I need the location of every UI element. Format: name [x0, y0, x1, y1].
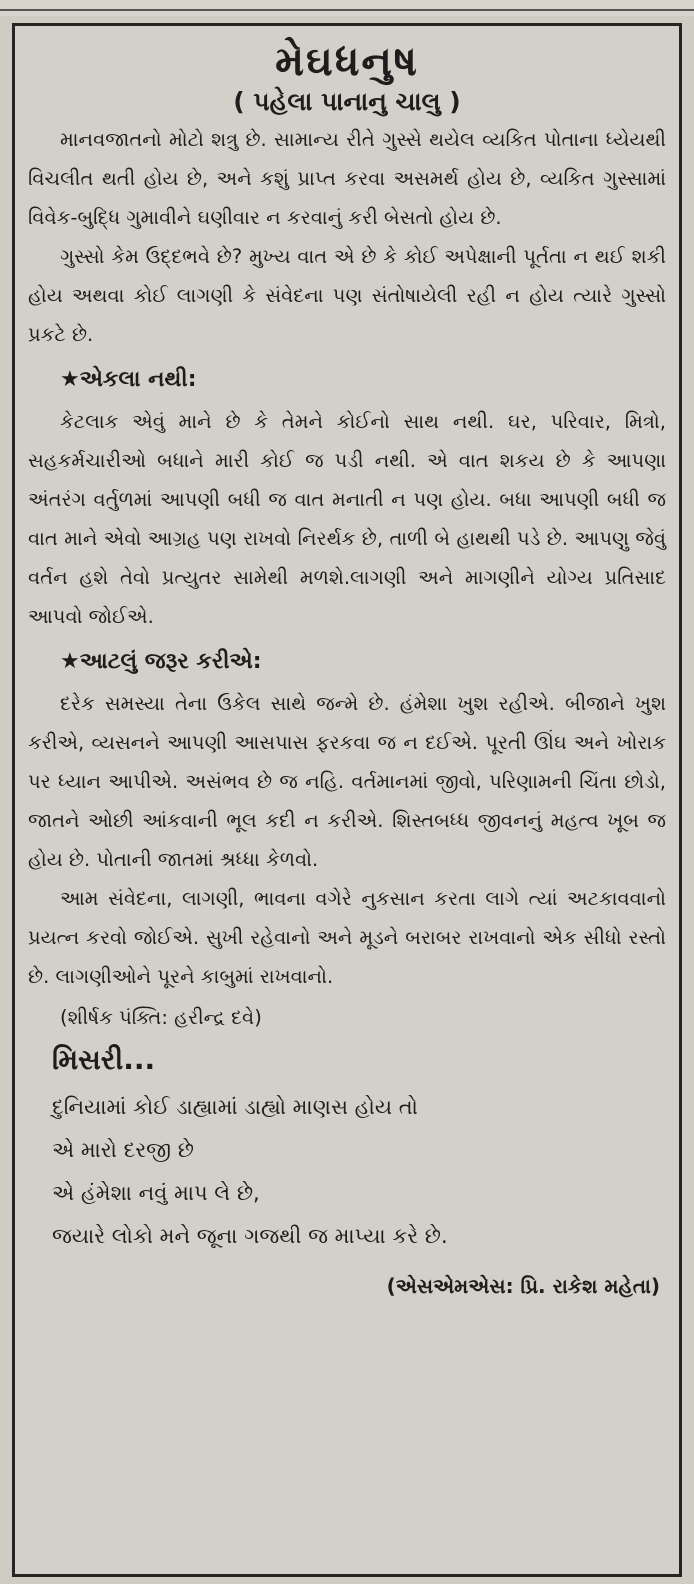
- intro-paragraph: માનવજાતનો મોટો શત્રુ છે. સામાન્ય રીતે ગુસ્સે થયેલ વ્યકિત પોતાના ધ્યેયથી વિચલીત થતી હોય છે, અને કશું પ્રાપ્ત કરવા અસમર્થ હોય છે, વ્યકિત ગુસ્સામાં વિવેક-બુદ્ધિ ગુમાવીને ઘણીવાર ન કરવાનું કરી બેસતો હોય છે.: [28, 128, 666, 229]
- misri-heading: મિસરી...: [52, 1043, 156, 1076]
- must-do-paragraph: દરેક સમસ્યા તેના ઉકેલ સાથે જન્મે છે. હંમેશા ખુશ રહીએ. બીજાને ખુશ કરીએ, વ્યસનને આપણી આસપાસ ફરકવા જ ન દઈએ. પૂરતી ઊંઘ અને ખોરાક પર ધ્યાન આપીએ. અસંભવ છે જ નહિ. વર્તમાનમાં જીવો, પરિણામની ચિંતા છોડો, જાતને ઓછી આંકવાની ભૂલ કદી ન કરીએ. શિસ્તબધ્ધ જીવનનું મહત્વ ખૂબ જ હોય છે. પોતાની જાતમાં શ્રધ્ધા કેળવો.: [28, 692, 666, 871]
- misri-line: દુનિયામાં કોઈ ડાહ્યામાં ડાહ્યો માણસ હોય તો: [52, 1095, 418, 1119]
- conclusion-paragraph: આમ સંવેદના, લાગણી, ભાવના વગેરે નુકસાન કરતા લાગે ત્યાં અટકાવવાનો પ્રયત્ન કરવો જોઈએ. સુખી રહેવાનો અને મૂડને બરાબર રાખવાનો એક સીધો રસ્તો છે. લાગણીઓને પૂરને કાબુમાં રાખવાનો.: [28, 887, 666, 988]
- article-title: મેઘધનુષ: [275, 37, 419, 85]
- title-line-credit: (શીર્ષક પંક્તિ: હરીન્દ્ર દવે): [60, 1006, 262, 1029]
- misri-line: એ મારો દરજી છે: [52, 1138, 194, 1162]
- article-continued-note: ( પહેલા પાનાનુ ચાલુ ): [233, 87, 461, 116]
- anger-origin-paragraph: ગુસ્સો કેમ ઉદ્દભવે છે? મુખ્ય વાત એ છે કે કોઈ અપેક્ષાની પૂર્તતા ન થઈ શકી હોય અથવા કોઈ લાગણી કે સંવેદના પણ સંતોષાયેલી રહી ન હોય ત્યારે ગુસ્સો પ્રકટે છે.: [28, 245, 666, 346]
- sms-signature: (એસએમએસ: પ્રિ. રાકેશ મહેતા): [386, 1274, 660, 1298]
- section-heading-must-do: ★આટલું જરૂર કરીએ:: [60, 649, 262, 674]
- page-top-strip: [0, 0, 694, 16]
- article-box: [12, 23, 682, 1577]
- misri-line: એ હંમેશા નવું માપ લે છે,: [52, 1181, 260, 1205]
- article-content: [28, 36, 666, 1564]
- not-alone-paragraph: કેટલાક એવું માને છે કે તેમને કોઈનો સાથ નથી. ઘર, પરિવાર, મિત્રો, સહકર્મચારીઓ બધાને મારી કોઈ જ પડી નથી. એ વાત શકય છે કે આપણા અંતરંગ વર્તુળમાં આપણી બધી જ વાત મનાતી ન પણ હોય. બધા આપણી બધી જ વાત માને એવો આગ્રહ પણ રાખવો નિરર્થક છે, તાળી બે હાથથી પડે છે. આપણુ જેવું વર્તન હશે તેવો પ્રત્યુતર સામેથી મળશે.લાગણી અને માગણીને યોગ્ય પ્રતિસાદ આપવો જોઈએ.: [28, 410, 666, 628]
- top-divider-rule: [0, 9, 694, 11]
- misri-line: જયારે લોકો મને જૂના ગજથી જ માપ્યા કરે છે.: [52, 1224, 448, 1248]
- section-heading-not-alone: ★એકલા નથી:: [60, 367, 197, 392]
